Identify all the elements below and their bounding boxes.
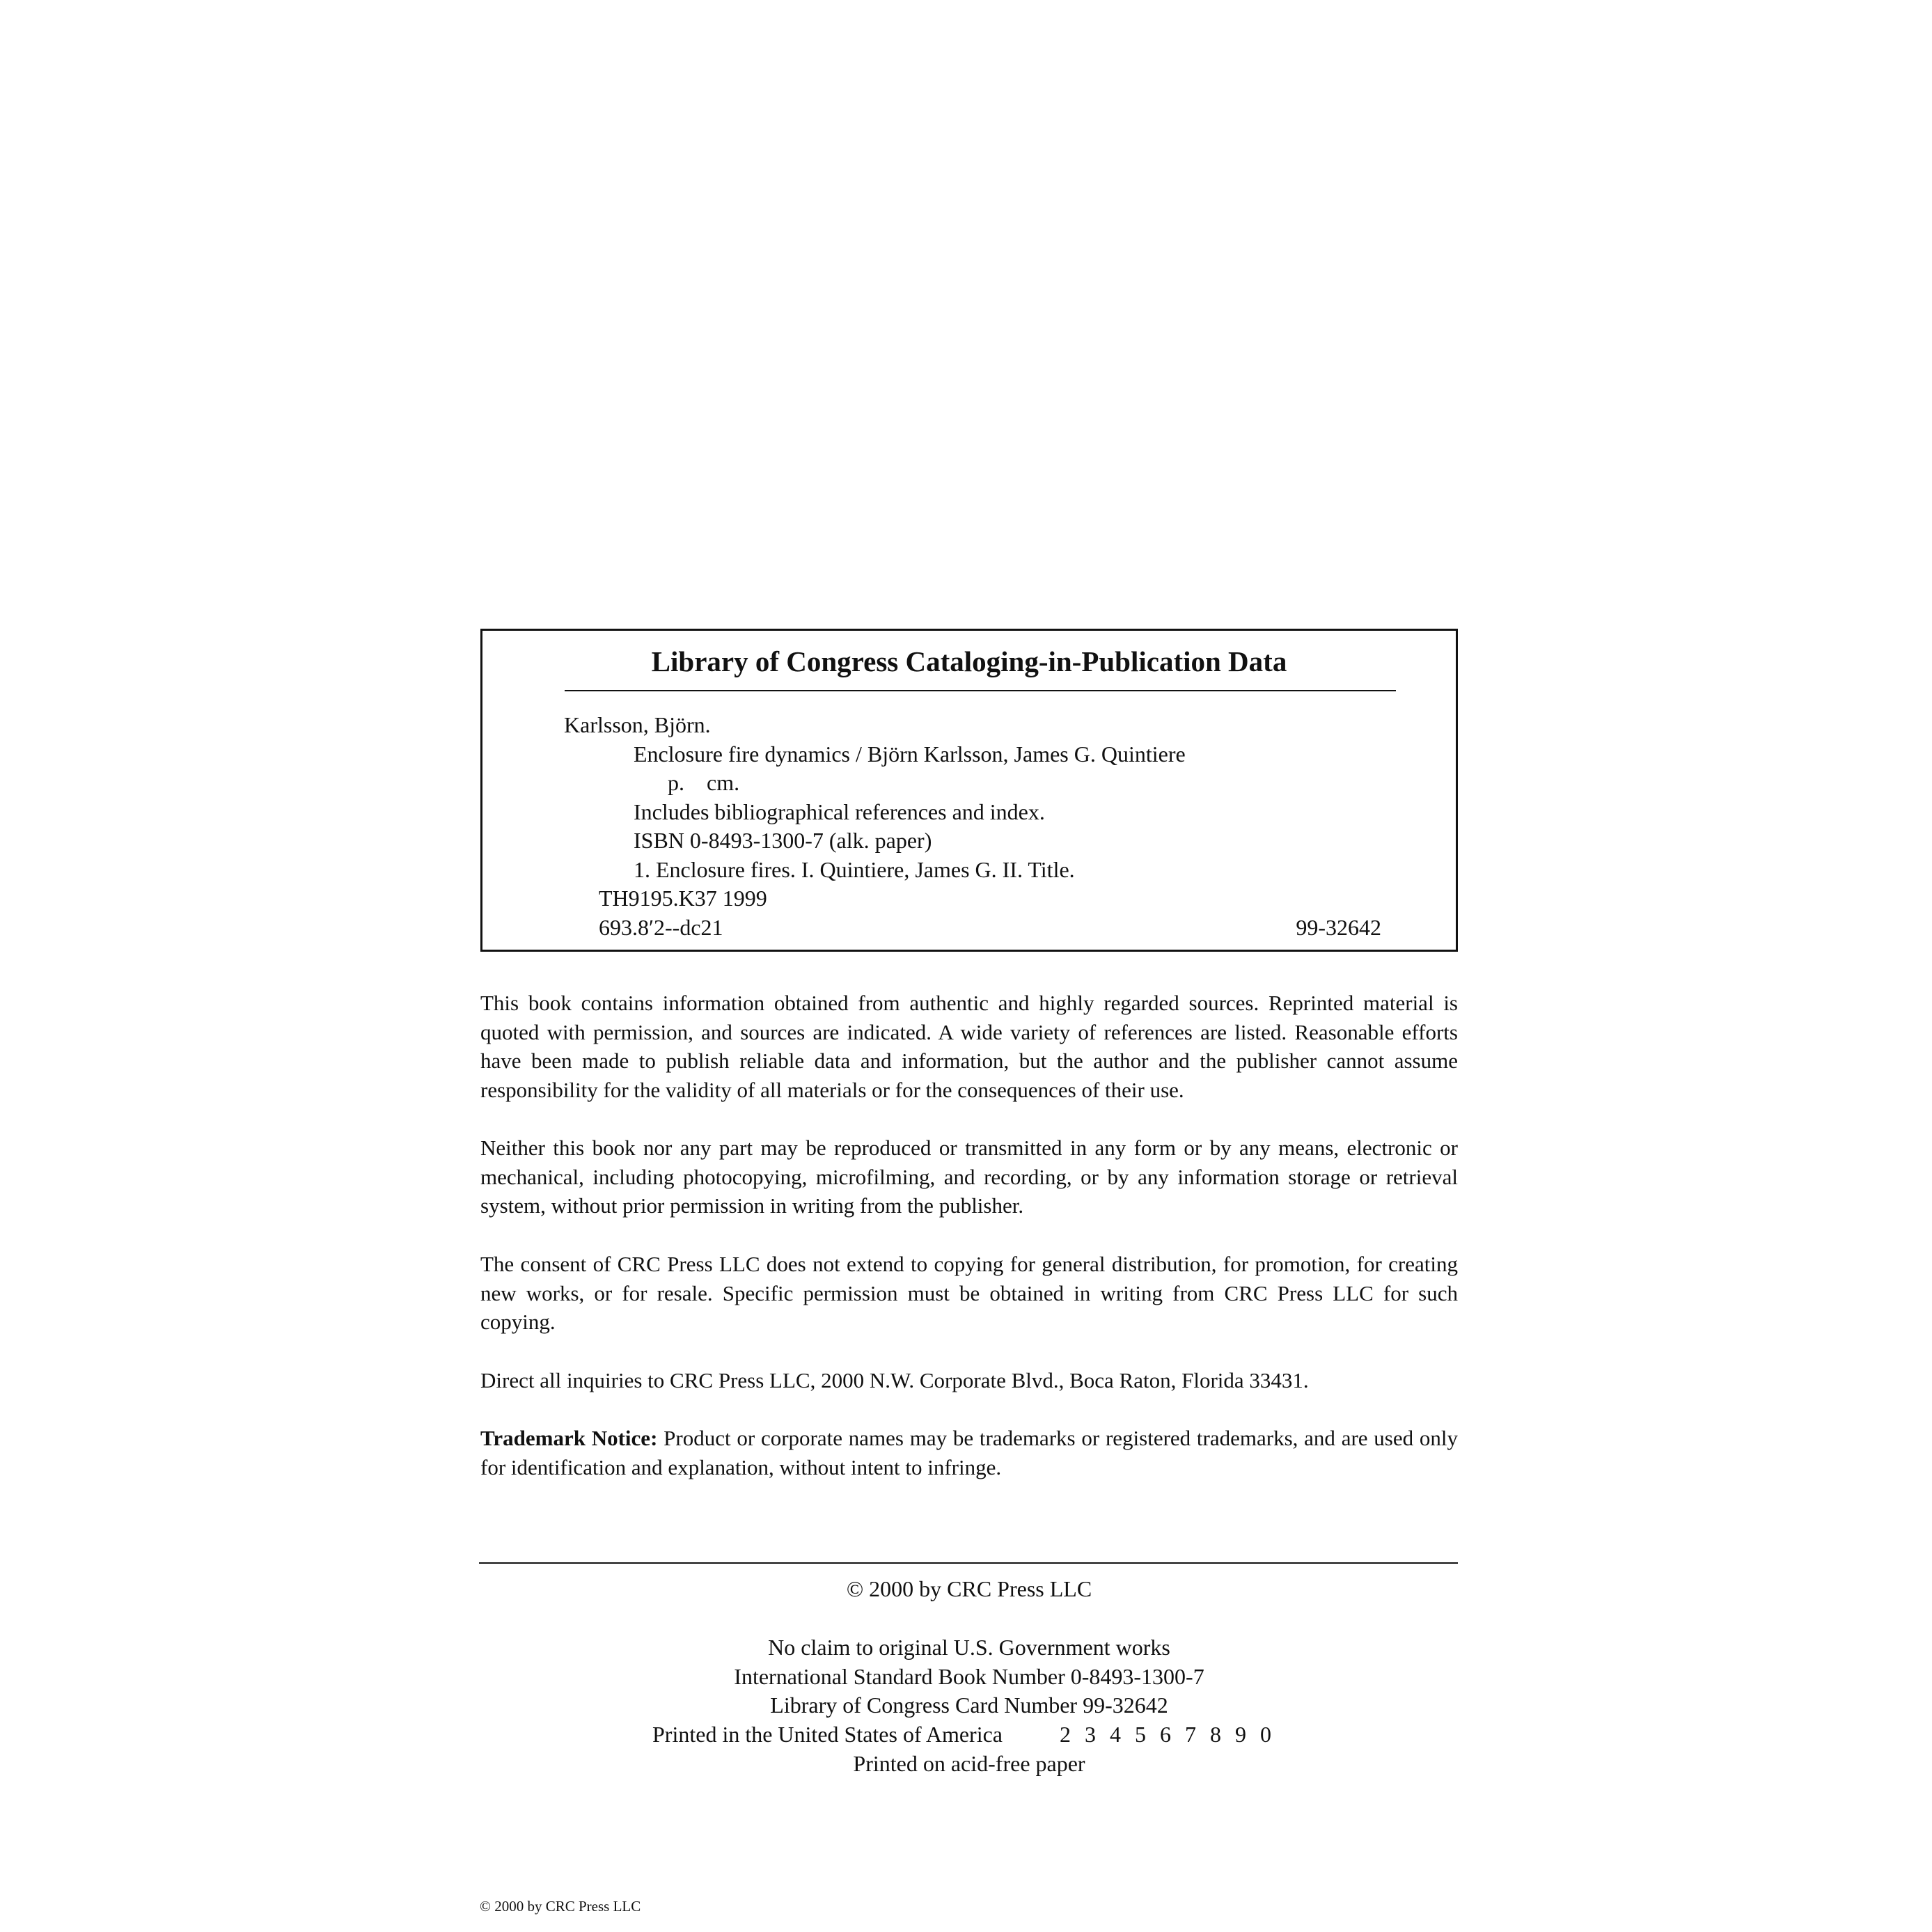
cip-title-rule (565, 690, 1396, 691)
colophon-acid-free: Printed on acid-free paper (853, 1751, 1085, 1776)
cip-title: Library of Congress Cataloging-in-Publication Data (651, 645, 1287, 677)
colophon-isbn: International Standard Book Number 0-8493-1300-7 (734, 1664, 1204, 1689)
colophon-lccn: Library of Congress Card Number 99-32642 (770, 1693, 1168, 1718)
colophon-printed-in: Printed in the United States of America (652, 1722, 1003, 1747)
cip-subjects: 1. Enclosure fires. I. Quintiere, James G. II. Title. (634, 857, 1075, 882)
paragraph-trademark (480, 1424, 1458, 1482)
colophon-no-claim: No claim to original U.S. Government works (768, 1635, 1170, 1660)
cip-notes: Includes bibliographical references and index. (634, 799, 1045, 824)
cip-title-line: Enclosure fire dynamics / Björn Karlsson, James G. Quintiere (634, 741, 1186, 767)
cip-author: Karlsson, Björn. (564, 712, 711, 737)
colophon-rule (479, 1562, 1458, 1564)
paragraph-consent: The consent of CRC Press LLC does not extend to copying for general distribution, for promotion, for creating new works, or for resale. Specific permission must be obtained in writing from CRC Press LLC for such copying. (480, 1252, 1458, 1335)
cip-lccn: 99-32642 (1296, 915, 1381, 940)
paragraph-sources: This book contains information obtained from authentic and highly regarded sources. Reprinted material is quoted with permission, and sources are indicated. A wide variety of references are listed. Reasonable efforts have been made to publish reliable data and information, but the author and the publisher cannot assume responsibility for the validity of all materials or for the consequences of their use. (480, 991, 1458, 1103)
cip-dewey: 693.8′2--dc21 (599, 915, 723, 940)
colophon-copyright: © 2000 by CRC Press LLC (846, 1576, 1092, 1601)
cip-isbn: ISBN 0-8493-1300-7 (alk. paper) (634, 828, 932, 853)
colophon-printing-numbers: 2 3 4 5 6 7 8 9 0 (1060, 1722, 1271, 1747)
paragraph-inquiries: Direct all inquiries to CRC Press LLC, 2000 N.W. Corporate Blvd., Boca Raton, Florida 33431. (480, 1368, 1309, 1392)
trademark-label: Trademark Notice: (480, 1426, 658, 1450)
cip-block (480, 629, 1458, 952)
paragraph-reproduction: Neither this book nor any part may be reproduced or transmitted in any form or by any means, electronic or mechanical, including photocopying, microfilming, and recording, or by any information storage or retrieval system, without prior permission in writing from the publisher. (480, 1136, 1458, 1218)
page-footer-copyright: © 2000 by CRC Press LLC (480, 1898, 641, 1915)
trademark-text: Product or corporate names may be trademarks or registered trademarks, and are used only for identification and explanation, without intent to infringe. (480, 1426, 1458, 1479)
cip-call-number: TH9195.K37 1999 (599, 886, 767, 911)
cip-pages: p. cm. (668, 770, 740, 795)
